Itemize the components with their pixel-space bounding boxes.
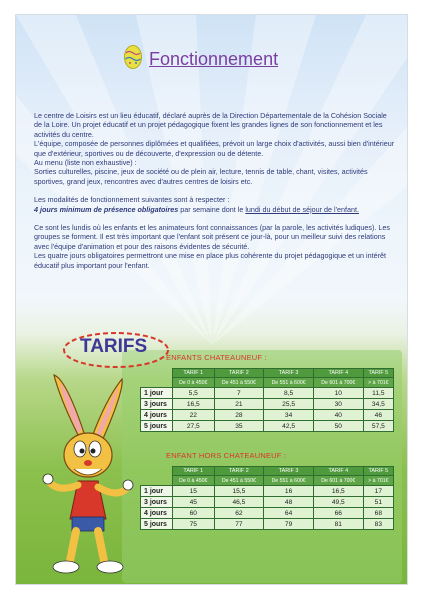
rules-underlined: lundi du début de séjour de l'enfant.: [245, 204, 359, 214]
rules-emphasis: 4 jours minimum de présence obligatoires: [34, 204, 179, 214]
row-label: 3 jours: [141, 399, 173, 410]
tarif-range: De 601 à 700€: [313, 378, 363, 388]
price-cell: 27,5: [173, 421, 215, 432]
section-title-chateauneuf: ENFANTS CHATEAUNEUF :: [166, 353, 267, 362]
price-cell: 46,5: [214, 497, 264, 508]
tarif-header: TARIF 2: [214, 369, 264, 378]
page-title: Fonctionnement: [149, 49, 279, 69]
tarif-range: De 0 à 450€: [173, 378, 215, 388]
tarif-header: TARIF 3: [264, 467, 314, 476]
price-cell: 28: [214, 410, 264, 421]
tarif-header: TARIF 3: [264, 369, 314, 378]
rules-paragraph-2: Ce sont les lundis où les enfants et les animateurs font connaissances (par la parole, les activités ludiques). Les groupes se forment. Il est très important que l'enfant soit présent ce jour-là, pour un meilleur suivi des relations avec l'équipe d'animation et pour des raisons évidentes de sécurité.: [34, 223, 390, 251]
table-row: [141, 399, 394, 410]
row-label: 3 jours: [141, 497, 173, 508]
price-cell: 8,5: [264, 388, 314, 399]
price-cell: 42,5: [264, 421, 314, 432]
row-label: 1 jour: [141, 486, 173, 497]
row-label: 4 jours: [141, 410, 173, 421]
price-cell: 62: [214, 508, 264, 519]
tarif-header: TARIF 2: [214, 467, 264, 476]
intro-paragraph-3: Au menu (liste non exhaustive) :: [34, 158, 137, 168]
price-cell: 16,5: [313, 486, 363, 497]
rules-requirement: [34, 205, 396, 214]
price-cell: 15,5: [214, 486, 264, 497]
price-cell: 34: [264, 410, 314, 421]
price-cell: 50: [313, 421, 363, 432]
price-cell: 66: [313, 508, 363, 519]
price-cell: 57,5: [363, 421, 393, 432]
price-cell: 10: [313, 388, 363, 399]
price-cell: 68: [363, 508, 393, 519]
price-cell: 45: [173, 497, 215, 508]
table-row: [141, 486, 394, 497]
table-row: [141, 421, 394, 432]
price-cell: 49,5: [313, 497, 363, 508]
section-title-hors-chateauneuf: ENFANT HORS CHATEAUNEUF :: [166, 451, 287, 460]
price-cell: 79: [264, 519, 314, 530]
tarif-header: TARIF 5: [363, 369, 393, 378]
tarif-range: De 451 à 550€: [214, 476, 264, 486]
row-label: 1 jour: [141, 388, 173, 399]
price-cell: 5,5: [173, 388, 215, 399]
price-cell: 7: [214, 388, 264, 399]
tarif-header: TARIF 1: [173, 369, 215, 378]
price-cell: 51: [363, 497, 393, 508]
price-cell: 77: [214, 519, 264, 530]
rules-middle: par semaine dont le: [178, 204, 246, 214]
tarif-range: > à 701€: [363, 476, 393, 486]
price-cell: 22: [173, 410, 215, 421]
price-cell: 16: [264, 486, 314, 497]
table-row: [141, 410, 394, 421]
price-cell: 75: [173, 519, 215, 530]
price-cell: 34,5: [363, 399, 393, 410]
row-label: 4 jours: [141, 508, 173, 519]
tarif-header: TARIF 4: [313, 369, 363, 378]
price-cell: 48: [264, 497, 314, 508]
price-cell: 16,5: [173, 399, 215, 410]
tarif-range: > à 701€: [363, 378, 393, 388]
row-label: 5 jours: [141, 519, 173, 530]
tarifs-table-chateauneuf: [140, 368, 394, 432]
price-cell: 81: [313, 519, 363, 530]
table-row: [141, 508, 394, 519]
tarif-header: TARIF 5: [363, 467, 393, 476]
price-cell: 46: [363, 410, 393, 421]
intro-paragraph-2: L'équipe, composée de personnes diplômées et qualifiées, prévoit un large choix d'activités, aussi bien d'intérieur que d'extérieur, sportives ou de découverte, d'expression ou de détente.: [34, 139, 395, 158]
price-cell: 25,5: [264, 399, 314, 410]
tarif-range: De 451 à 550€: [214, 378, 264, 388]
table-row: [141, 497, 394, 508]
tarif-range: De 551 à 600€: [264, 476, 314, 486]
easter-egg-icon: [123, 43, 143, 70]
tarif-header: TARIF 1: [173, 467, 215, 476]
rabbit-mascot-illustration: [40, 369, 136, 577]
intro-paragraph-1: Le centre de Loisirs est un lieu éducatif, déclaré auprès de la Direction Départementale de la Cohésion Sociale de la Loire. Un projet éducatif et un projet pédagogique fixent les grandes lignes de son fonctionnement et les activités du centre.: [34, 111, 387, 139]
price-cell: 40: [313, 410, 363, 421]
rules-paragraph-3: Les quatre jours obligatoires permettront une mise en place plus cohérente du projet pédagogique et un intérêt éducatif plus important pour l'enfant.: [34, 251, 387, 270]
table-row: [141, 388, 394, 399]
tarif-range: De 551 à 600€: [264, 378, 314, 388]
price-cell: 35: [214, 421, 264, 432]
row-label: 5 jours: [141, 421, 173, 432]
table-row: [141, 519, 394, 530]
price-cell: 11,5: [363, 388, 393, 399]
document-page: [15, 14, 408, 585]
intro-paragraph-4: Sorties culturelles, piscine, jeux de société ou de plein air, lecture, tennis de table, chant, visites, activités sportives, grand jeux, rencontres avec d'autres centres de loisirs etc.: [34, 167, 368, 186]
price-cell: 64: [264, 508, 314, 519]
price-cell: 60: [173, 508, 215, 519]
tarifs-heading: TARIFS: [80, 336, 148, 357]
description-text: [34, 111, 396, 270]
tarif-range: De 0 à 450€: [173, 476, 215, 486]
price-cell: 83: [363, 519, 393, 530]
price-cell: 21: [214, 399, 264, 410]
price-cell: 30: [313, 399, 363, 410]
tarifs-table-hors-chateauneuf: [140, 466, 394, 530]
price-cell: 17: [363, 486, 393, 497]
rules-lead: Les modalités de fonctionnement suivantes sont à respecter :: [34, 195, 230, 205]
tarif-range: De 601 à 700€: [313, 476, 363, 486]
price-cell: 15: [173, 486, 215, 497]
tarif-header: TARIF 4: [313, 467, 363, 476]
